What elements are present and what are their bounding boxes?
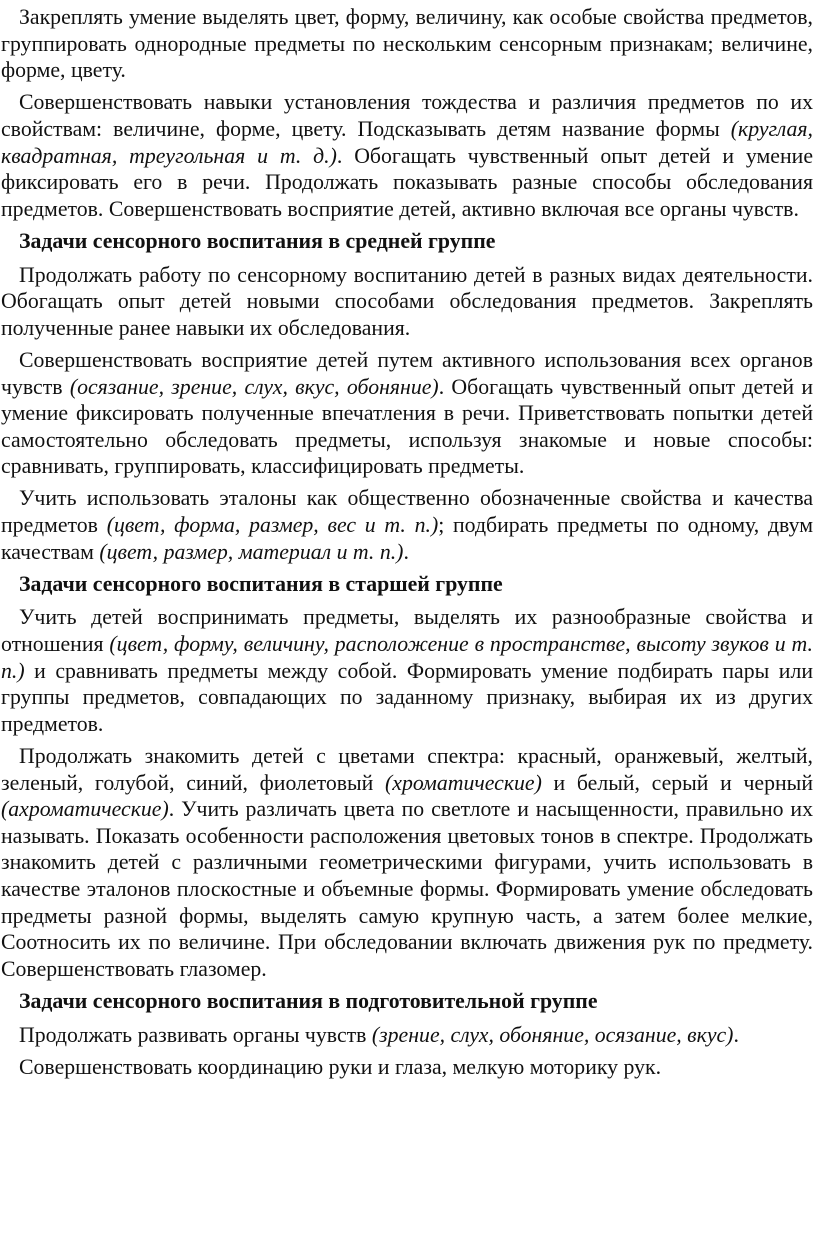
paragraph-7-italic-1: (хроматические) <box>385 770 542 795</box>
paragraph-6-text-2: и сравнивать предметы между собой. Формировать умение подбирать пары или группы предметов, совпадающих по заданному признаку, выбирая их из других предметов. <box>1 658 813 736</box>
paragraph-5-text-1: Учить использовать эталоны как общественно обозначенные свойства и качества предметов <box>1 486 813 538</box>
paragraph-5-italic-2: (цвет, размер, материал и т. п.) <box>99 539 404 564</box>
paragraph-8-text-1: Продолжать развивать органы чувств <box>19 1022 372 1047</box>
section-heading-preparatory-group: Задачи сенсорного воспитания в подготовительной группе <box>19 988 598 1013</box>
paragraph-9-text-1: Совершенствовать координацию руки и глаза, мелкую моторику рук. <box>19 1054 662 1079</box>
paragraph-4-italic-1: (осязание, зрение, слух, вкус, обоняние) <box>69 374 439 399</box>
paragraph-8-text-2: . <box>733 1022 739 1047</box>
paragraph-7-italic-2: (ахроматические) <box>1 797 169 822</box>
paragraph-6 <box>1 604 813 737</box>
paragraph-6-italic-1: (цвет, форму, величину, расположение в пространстве, высоту звуков и т. п.) <box>1 632 814 683</box>
paragraph-4 <box>1 347 813 480</box>
paragraph-5-italic-1: (цвет, форма, размер, вес и т. п.) <box>106 513 439 538</box>
paragraph-8-italic-1: (зрение, слух, обоняние, осязание, вкус) <box>371 1022 734 1047</box>
paragraph-1-text-1: Закреплять умение выделять цвет, форму, величину, как особые свойства предметов, группировать однородные предметы по нескольким сенсорным признакам; величине, форме, цвету. <box>1 5 813 83</box>
paragraph-2-text-1: Совершенствовать навыки установления тождества и различия предметов по их свойствам: величине, форме, цвету. Подсказывать детям название формы <box>1 90 813 141</box>
paragraph-7-text-2: и белый, серый и черный <box>541 770 813 795</box>
paragraph-2 <box>1 89 813 222</box>
paragraph-7-text-1: Продолжать знакомить детей с цветами спектра: красный, оранжевый, желтый, зеленый, голубой, синий, фиолетовый <box>1 744 813 795</box>
paragraph-4-text-2: . Обогащать чувственный опыт детей и умение фиксировать полученные впечатления в речи. Приветствовать попытки детей самостоятельно обследовать предметы, используя знакомые и новые способы: сравнивать, группировать, классифицировать предметы. <box>1 374 814 479</box>
paragraph-2-text-2: . Обогащать чувственный опыт детей и умение фиксировать его в речи. Продолжать показывать разные способы обследования предметов. Совершенствовать восприятие детей, активно включая все органы чувств. <box>1 143 813 221</box>
paragraph-7 <box>1 743 813 982</box>
document-page <box>1 4 813 1080</box>
paragraph-2-italic-1: (круглая, квадратная, треугольная и т. д.) <box>1 116 813 168</box>
paragraph-7-text-3: . Учить различать цвета по светлоте и насыщенности, правильно их называть. Показать особенности расположения цветовых тонов в спектре. Продолжать знакомить детей с различными геометрическими фигурами, учить использовать в качестве эталонов плоскостные и объемные формы. Формировать умение обследовать предметы разной формы, выделять самую крупную часть, а затем более мелкие, Соотносить их по величине. При обследовании включать движения рук по предмету. Совершенствовать глазомер. <box>1 797 813 981</box>
section-heading-senior-group: Задачи сенсорного воспитания в старшей группе <box>19 571 503 596</box>
paragraph-3-text-1: Продолжать работу по сенсорному воспитанию детей в разных видах деятельности. Обогащать опыт детей новыми способами обследования предметов. Закреплять полученные ранее навыки их обследования. <box>1 262 813 340</box>
paragraph-5-text-3: . <box>403 539 409 564</box>
section-heading-middle-group: Задачи сенсорного воспитания в средней группе <box>19 228 496 253</box>
paragraph-4-text-1: Совершенствовать восприятие детей путем активного использования всех органов чувств <box>1 347 813 399</box>
paragraph-3 <box>1 262 813 342</box>
paragraph-6-text-1: Учить детей воспринимать предметы, выделять их разнообразные свойства и отношения <box>1 605 813 657</box>
paragraph-8 <box>1 1022 813 1049</box>
paragraph-9 <box>1 1054 813 1081</box>
paragraph-1 <box>1 4 813 84</box>
paragraph-5 <box>1 485 813 565</box>
paragraph-5-text-2: ; подбирать предметы по одному, двум качествам <box>1 513 813 564</box>
